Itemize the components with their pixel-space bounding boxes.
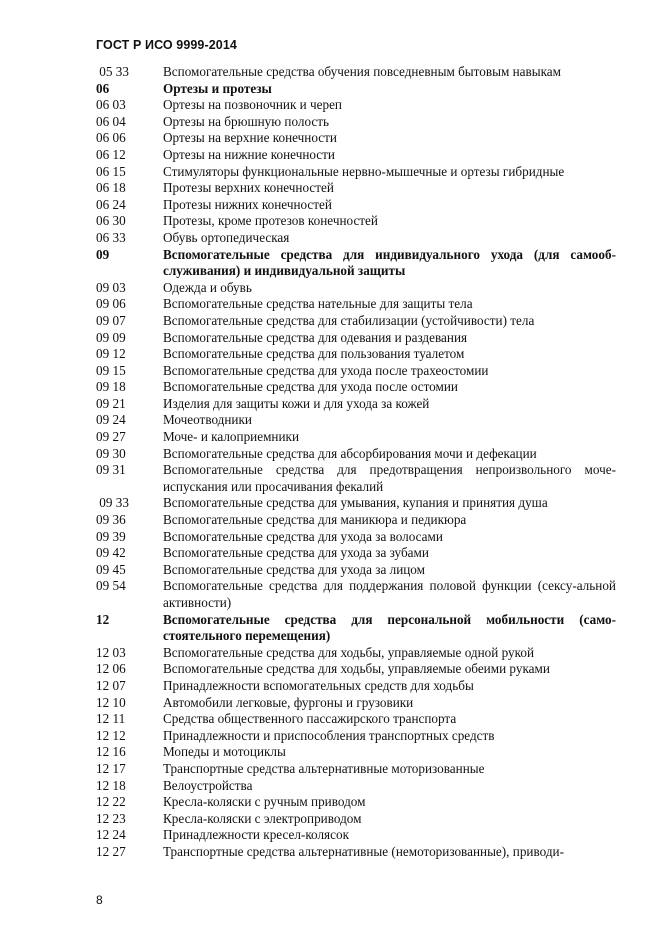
item-title: Вспомогательные средства для маникюра и педикюра: [163, 512, 467, 528]
item-code: 12 03: [96, 644, 126, 660]
item-code: 09 06: [96, 296, 126, 312]
item-title: Ортезы на верхние конечности: [163, 130, 337, 146]
list-item: [96, 827, 616, 844]
list-item: [96, 612, 616, 645]
list-item: [96, 529, 616, 546]
item-title: Вспомогательные средства для умывания, купания и принятия душа: [163, 495, 548, 511]
item-code: 12 24: [96, 827, 126, 843]
item-code: 06: [96, 80, 110, 96]
item-title: Одежда и обувь: [163, 279, 252, 295]
item-title: Транспортные средства альтернативные (немоторизованные), приводи-: [163, 843, 564, 859]
page-number: 8: [96, 893, 103, 907]
item-title: Ортезы на позвоночник и череп: [163, 97, 342, 113]
item-title: Изделия для защиты кожи и для ухода за кожей: [163, 395, 430, 411]
list-item: [96, 114, 616, 131]
item-title: Вспомогательные средства для ухода за лицом: [163, 561, 425, 577]
list-item: [96, 81, 616, 98]
item-code: 06 15: [96, 163, 126, 179]
list-item: [96, 346, 616, 363]
item-title: Вспомогательные средства для стабилизации (устойчивости) тела: [163, 312, 535, 328]
list-item: [96, 578, 616, 611]
item-title: Вспомогательные средства для абсорбирования мочи и дефекации: [163, 445, 537, 461]
item-code: 06 24: [96, 196, 126, 212]
list-item: [96, 794, 616, 811]
item-title: Мопеды и мотоциклы: [163, 744, 286, 760]
list-item: [96, 761, 616, 778]
item-code: 12 22: [96, 794, 126, 810]
list-item: [96, 197, 616, 214]
list-item: [96, 711, 616, 728]
item-title: Вспомогательные средства для пользования туалетом: [163, 346, 465, 362]
list-item: [96, 247, 616, 280]
item-title: Принадлежности кресел-колясок: [163, 827, 349, 843]
item-code: 12 12: [96, 727, 126, 743]
item-code: 09 45: [96, 561, 126, 577]
list-item: [96, 396, 616, 413]
item-title: Протезы нижних конечностей: [163, 196, 332, 212]
item-title: Вспомогательные средства для ухода после трахеостомии: [163, 362, 489, 378]
item-title: Вспомогательные средства для поддержания половой функции (сексу-альной активности): [163, 578, 616, 610]
item-code: 12 23: [96, 810, 126, 826]
list-item: [96, 661, 616, 678]
list-item: [96, 446, 616, 463]
item-title: Вспомогательные средства для ухода за волосами: [163, 528, 443, 544]
item-title: Вспомогательные средства для ходьбы, управляемые одной рукой: [163, 644, 535, 660]
item-code: 09 42: [96, 545, 126, 561]
item-code: 09 30: [96, 445, 126, 461]
list-item: [96, 462, 616, 495]
list-item: [96, 429, 616, 446]
item-title: Мочеотводники: [163, 412, 252, 428]
item-title: Вспомогательные средства для одевания и раздевания: [163, 329, 468, 345]
item-title: Автомобили легковые, фургоны и грузовики: [163, 694, 414, 710]
classification-list: [96, 64, 616, 861]
item-title: Вспомогательные средства нательные для защиты тела: [163, 296, 473, 312]
item-code: 09 18: [96, 379, 126, 395]
list-item: [96, 280, 616, 297]
item-code: 06 03: [96, 97, 126, 113]
item-title: Вспомогательные средства для ухода за зубами: [163, 545, 429, 561]
item-title: Кресла-коляски с ручным приводом: [163, 794, 366, 810]
item-code: 06 06: [96, 130, 126, 146]
item-code: 05 33: [96, 64, 129, 79]
item-title: Принадлежности и приспособления транспортных средств: [163, 727, 495, 743]
item-title: Транспортные средства альтернативные моторизованные: [163, 760, 485, 776]
item-code: 06 04: [96, 113, 126, 129]
item-title: Принадлежности вспомогательных средств для ходьбы: [163, 677, 474, 693]
list-item: [96, 379, 616, 396]
item-code: 09 31: [96, 462, 126, 478]
item-code: 12 07: [96, 677, 126, 693]
list-item: [96, 313, 616, 330]
item-title: Протезы, кроме протезов конечностей: [163, 213, 378, 229]
item-title: Кресла-коляски с электроприводом: [163, 810, 362, 826]
item-code: 06 18: [96, 180, 126, 196]
item-title: Ортезы на брюшную полость: [163, 113, 330, 129]
list-item: [96, 495, 616, 512]
list-item: [96, 728, 616, 745]
item-title: Моче- и калоприемники: [163, 429, 300, 445]
list-item: [96, 213, 616, 230]
item-code: 06 33: [96, 229, 126, 245]
item-code: 12 27: [96, 843, 126, 859]
item-title: Ортезы на нижние конечности: [163, 146, 335, 162]
item-code: 12 16: [96, 744, 126, 760]
list-item: [96, 180, 616, 197]
item-title: Вспомогательные средства для ходьбы, управляемые обеими руками: [163, 661, 550, 677]
list-item: [96, 778, 616, 795]
item-code: 09 09: [96, 329, 126, 345]
item-code: 12 11: [96, 711, 126, 727]
item-code: 12: [96, 611, 110, 627]
item-title: Стимуляторы функциональные нервно-мышечные и ортезы гибридные: [163, 163, 565, 179]
item-code: 09 15: [96, 362, 126, 378]
list-item: [96, 64, 616, 81]
item-code: 06 12: [96, 146, 126, 162]
list-item: [96, 695, 616, 712]
item-code: 09: [96, 246, 110, 262]
item-title: Протезы верхних конечностей: [163, 180, 334, 196]
list-item: [96, 844, 616, 861]
item-title: Вспомогательные средства для индивидуального ухода (для самооб-служивания) и индивидуальной защиты: [163, 246, 616, 279]
item-code: 09 24: [96, 412, 126, 428]
item-title: Вспомогательные средства обучения повседневным бытовым навыкам: [163, 64, 561, 79]
item-code: 09 33: [96, 495, 129, 511]
list-item: [96, 562, 616, 579]
item-title: Вспомогательные средства для ухода после остомии: [163, 379, 458, 395]
list-item: [96, 296, 616, 313]
list-item: [96, 330, 616, 347]
list-item: [96, 97, 616, 114]
item-code: 09 54: [96, 578, 126, 594]
list-item: [96, 811, 616, 828]
item-code: 06 30: [96, 213, 126, 229]
list-item: [96, 230, 616, 247]
item-code: 09 03: [96, 279, 126, 295]
list-item: [96, 363, 616, 380]
item-code: 09 07: [96, 312, 126, 328]
item-title: Средства общественного пассажирского транспорта: [163, 711, 457, 727]
item-code: 09 36: [96, 512, 126, 528]
item-title: Вспомогательные средства для персональной мобильности (само-стоятельного перемещения): [163, 611, 616, 644]
item-code: 12 10: [96, 694, 126, 710]
item-code: 09 39: [96, 528, 126, 544]
list-item: [96, 512, 616, 529]
list-item: [96, 164, 616, 181]
list-item: [96, 130, 616, 147]
item-code: 09 12: [96, 346, 126, 362]
item-code: 12 06: [96, 661, 126, 677]
item-title: Обувь ортопедическая: [163, 229, 290, 245]
list-item: [96, 678, 616, 695]
list-item: [96, 147, 616, 164]
item-code: 12 18: [96, 777, 126, 793]
list-item: [96, 645, 616, 662]
item-title: Ортезы и протезы: [163, 80, 272, 96]
list-item: [96, 412, 616, 429]
document-header: ГОСТ Р ИСО 9999-2014: [96, 38, 237, 52]
item-code: 09 27: [96, 429, 126, 445]
item-title: Вспомогательные средства для предотвращения непроизвольного моче-испускания или просачивания фекалий: [163, 462, 616, 494]
item-code: 12 17: [96, 760, 126, 776]
item-title: Велоустройства: [163, 777, 253, 793]
item-code: 09 21: [96, 395, 126, 411]
list-item: [96, 744, 616, 761]
list-item: [96, 545, 616, 562]
